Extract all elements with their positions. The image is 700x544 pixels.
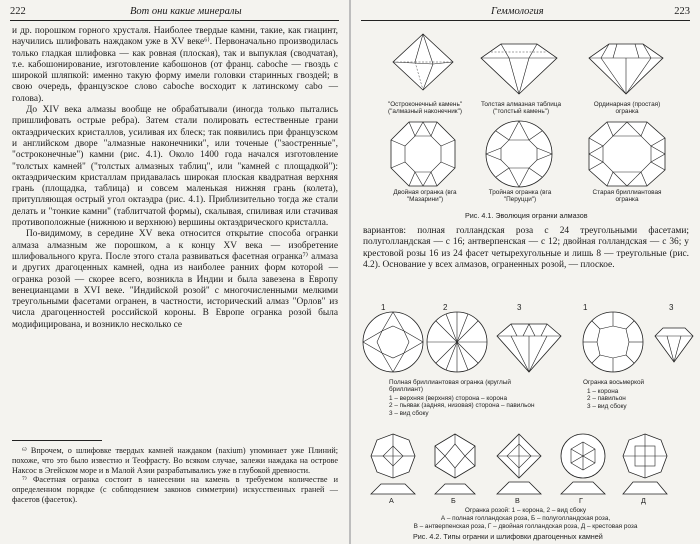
figure-4-2-caption: Рис. 4.2. Типы огранки и шлифовки драгоценных камней: [413, 532, 603, 541]
footnotes: [12, 446, 338, 505]
paragraph: По-видимому, в середине XV века относится открытие способа огранки алмаза алмазным же порошком, а к концу XV века — изобретение шлифовального круга. После этого стала развиваться фасетная огранка⁷⁾ алмаза и других драгоценных камней, одна из наиболее ранних форм которой — огранка розой — скорее всего, возникла в Индии и была завезена в Европу венецианцами в XVI веке. "Индийской розой" с многочисленными мелкими треугольными фасетами огранен, в частности, исторический алмаз "Орлов" из числа драгоценностей российской короны. В Европе огранка розой была модифицирована, и возникло несколько се: [12, 229, 338, 330]
right-body-text: [363, 226, 689, 271]
rose-letter: В: [515, 496, 520, 505]
rose-b-drawing: [435, 434, 475, 478]
fig1-label: Толстая алмазная таблица ("толстый камень"): [480, 101, 562, 116]
brilliant-crown-drawing: [363, 312, 423, 372]
paragraph: До XIV века алмазы вообще не обрабатывали (иногда только пытались пришлифовать острые ребра). Затем стали полировать естественные грани октаэдрических кристаллов, усиливая их блеск; так появились при французском и английском дворе "алмазные наконечники", или точеные ("заостренные", "остроконечные") камни (рис. 4.1). Около 1400 года начался изготовление "толстых камней" ("толстых алмазных таблиц", или "камней с площадкой"): октаэдрическим кристаллам придавалась широкая плоская квадратная верхняя грань (площадка, таблица) и совсем маленькая нижняя грань (колета), притупляющая острый угол октаэдра (рис. 4.1). Приблизительно тогда же стали делать и "тонкие камни" (таблитчатой формы), скалывая, спиливая или стачивая противоположные (нижнюю и верхнюю) вершины октаэдрического кристалла.: [12, 105, 338, 229]
rose-letter: А: [389, 496, 394, 505]
double-cut-drawing: [391, 122, 455, 186]
rose-a-drawing: [371, 434, 415, 478]
rose-letter: Б: [451, 496, 456, 505]
eight-cut-label-items: 1 – корона 2 – павильон 3 – вид сбоку: [587, 388, 627, 410]
view-number: 3: [517, 303, 522, 312]
fig1-label: Двойная огранка (вга "Мазарини"): [393, 189, 457, 204]
paragraph: и др. порошком горного хрусталя. Наиболее твердые камни, такие, как гиацинт, научились шлифовать наждаком уже в XV веке⁶⁾. Первоначально производилась только гладкая шлифовка — как ровная (плоская), так и выпуклая (сводчатая), т.е. кабошонирование, изготовление кабошонов (от франц. caboche — гвоздь с широкой шляпкой: именно такую форму имели головки старинных гвоздей; в свою очередь, французское слово caboche восходит к латинскому cabo — голова).: [12, 26, 338, 104]
brilliant-pavilion-drawing: [427, 312, 487, 372]
brilliant-label-items: 1 – верхняя (верхняя) сторона – корона 2 – пьявак (задняя, низовая) сторона – павильон 3 – вид сбоку: [389, 395, 535, 417]
rose-b-side-drawing: [435, 484, 475, 494]
rose-letter: Д: [641, 496, 646, 505]
brilliant-side-drawing: [497, 324, 561, 372]
left-running-head: [10, 6, 339, 21]
rose-caption-line: А – полная голландская роза, Б – полуголландская роза,: [440, 515, 611, 522]
fig1-label: Старая бриллиантовая огранка: [592, 189, 662, 204]
page-number: 222: [10, 6, 26, 17]
footnote-rule: [12, 440, 102, 441]
left-page: [0, 0, 349, 544]
rose-caption-line: В – антверпенская роза, Г – двойная голландская роза, Д – крестовая роза: [413, 523, 638, 530]
eight-cut-label-title: Огранка восьмеркой: [583, 379, 645, 386]
rose-d-drawing: [561, 434, 605, 478]
left-body-text: [12, 26, 338, 331]
old-brilliant-drawing: [589, 122, 665, 186]
eight-cut-side-drawing: [655, 328, 693, 362]
rose-letters: [351, 496, 700, 506]
rose-e-side-drawing: [623, 482, 667, 494]
eight-cut-crown-drawing: [583, 312, 643, 372]
figure-4-1-caption: Рис. 4.1. Эволюция огранки алмазов: [465, 211, 588, 220]
running-title: Геммология: [491, 6, 544, 17]
octahedron-drawing: [393, 34, 453, 90]
right-page: [351, 0, 700, 544]
rose-d-side-drawing: [561, 482, 605, 494]
fig1-label: "Остроконечный камень" ("алмазный наконечник"): [387, 101, 463, 116]
running-title: Вот они какие минералы: [130, 6, 242, 17]
rose-a-side-drawing: [371, 484, 415, 494]
view-number: 3: [669, 303, 674, 312]
view-number: 1: [583, 303, 588, 312]
footnote: ⁷⁾ Фасетная огранка состоит в нанесении на камень в требуемом количестве и определенном порядке (с соблюдением законов симметрии) искусственных граней — фасетов (фасеток).: [12, 475, 338, 504]
thick-table-drawing: [481, 44, 557, 94]
rose-c-side-drawing: [497, 482, 541, 494]
view-number: 2: [443, 303, 448, 312]
rose-c-drawing: [497, 434, 541, 478]
rose-letter: Г: [579, 496, 583, 505]
brilliant-label-title: Полная бриллиантовая огранка (круглый бриллиант): [389, 379, 511, 394]
figure-4-2-top: [351, 300, 700, 378]
rose-e-drawing: [623, 434, 667, 478]
page-number: 223: [674, 6, 690, 17]
figure-4-2-roses: [351, 432, 700, 498]
triple-cut-drawing: [486, 121, 552, 187]
fig1-label: Тройная огранка (вга "Перуцци"): [488, 189, 552, 204]
fig1-label: Ординарная (простая) огранка: [593, 101, 661, 116]
single-cut-drawing: [589, 44, 663, 94]
view-number: 1: [381, 303, 386, 312]
footnote: ⁶⁾ Впрочем, о шлифовке твердых камней наждаком (naxium) упоминает уже Плиний; похоже, что это было известно и Теофрасту. Во всяком случае, залежи наждака на острове Наксос в Эгейском море и в Малой Азии разрабатывались уже в глубокой древности.: [12, 446, 338, 475]
rose-caption-line: Огранка розой: 1 – корона, 2 – вид сбоку: [464, 507, 587, 514]
right-running-head: [361, 6, 690, 21]
paragraph: вариантов: полная голландская роза с 24 треугольными фасетами; полуголландская — с 16; антверпенская — с 12; двойная голландская — с 36; у крестовой розы 16 из 24 фасет четырехугольные и лишь 8 — треугольные (рис. 4.2). Основание у всех алмазов, ограненных розой, — плоское.: [363, 226, 689, 270]
